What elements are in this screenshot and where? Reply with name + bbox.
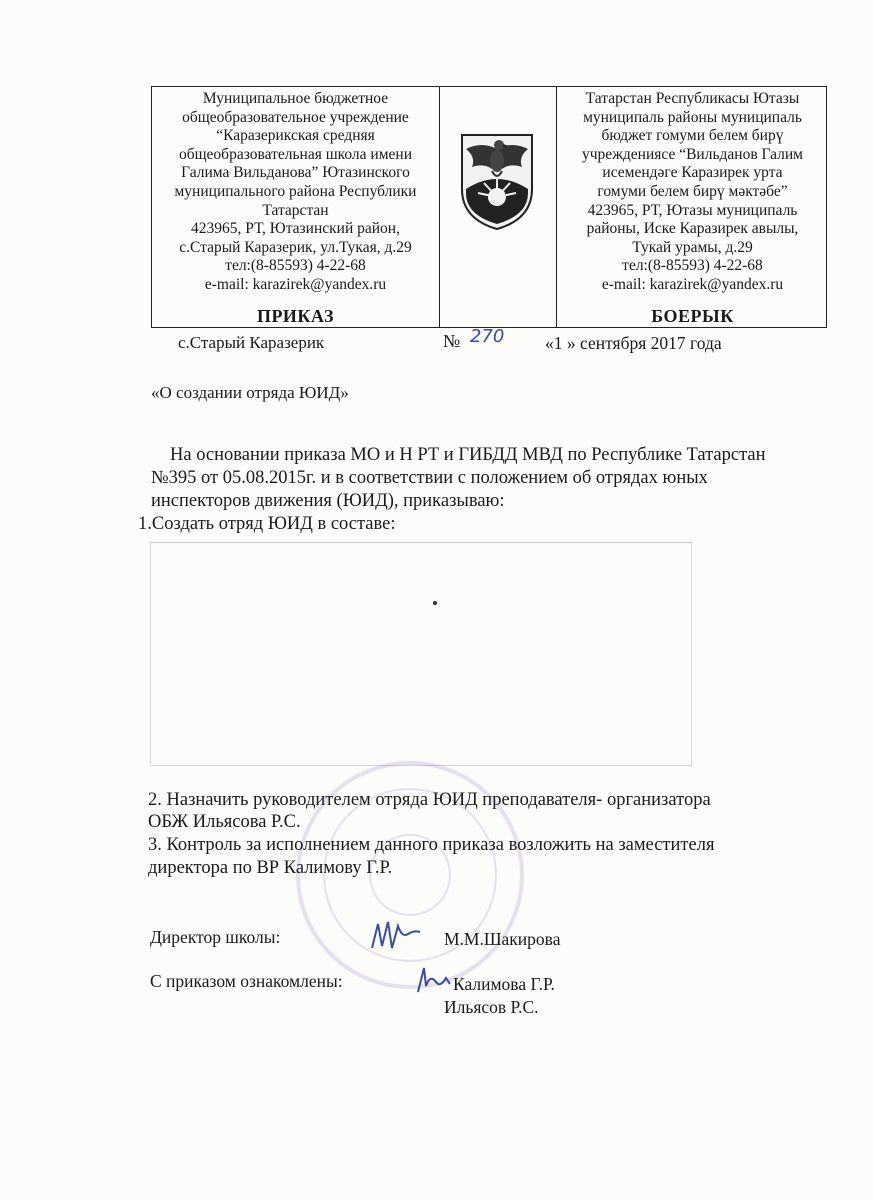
acknowledged-name: Ильясов Р.С. xyxy=(444,997,539,1017)
letterhead-line: 423965, РТ, Ютазинский район, xyxy=(191,220,400,238)
letterhead-line: Татарстан xyxy=(262,201,329,219)
order-place: с.Старый Каразерик xyxy=(178,333,325,352)
letterhead-line: бюджет гомуми белем бирү xyxy=(601,127,784,145)
letterhead-emblem-cell xyxy=(440,87,556,327)
order-number-label: № xyxy=(443,331,461,351)
item-3-line: 3. Контроль за исполнением данного приказа возложить на заместителя xyxy=(148,835,715,855)
letterhead-russian xyxy=(152,87,440,327)
director-name: М.М.Шакирова xyxy=(444,929,561,949)
basis-paragraph-line: инспекторов движения (ЮИД), приказываю: xyxy=(151,491,505,511)
letterhead-line: учреждениясе “Вильданов Галим xyxy=(582,145,803,163)
letterhead-line: муниципаль районы муниципаль xyxy=(583,108,802,126)
letterhead-line: районы, Иске Каразирек авылы, xyxy=(586,220,799,238)
letterhead-line: тел:(8-85593) 4-22-68 xyxy=(622,257,763,275)
letterhead-line: общеобразовательное учреждение xyxy=(182,108,409,126)
order-date: «1 » сентября 2017 года xyxy=(545,333,722,353)
letterhead-line: муниципального района Республики xyxy=(174,182,417,200)
letterhead-line: тел:(8-85593) 4-22-68 xyxy=(225,257,366,275)
director-label: Директор школы: xyxy=(150,927,281,947)
letterhead xyxy=(151,86,827,328)
acknowledged-label: С приказом ознакомлены: xyxy=(150,971,343,991)
redacted-member-list xyxy=(150,542,692,766)
item-1: 1.Создать отряд ЮИД в составе: xyxy=(138,514,396,534)
letterhead-line: исемендәге Каразирек урта xyxy=(602,164,783,182)
letterhead-line: Галима Вильданова” Ютазинского xyxy=(181,164,410,182)
letterhead-line: “Каразерикская средняя xyxy=(216,127,375,145)
item-2-line: ОБЖ Ильясова Р.С. xyxy=(148,812,301,832)
director-signature-icon xyxy=(368,918,424,956)
letterhead-line: e-mail: karazirek@yandex.ru xyxy=(204,275,387,293)
order-title-ru: ПРИКАЗ xyxy=(256,306,335,327)
letterhead-line: Татарстан Республикасы Ютазы xyxy=(585,90,800,107)
order-topic: «О создании отряда ЮИД» xyxy=(151,383,349,402)
letterhead-line: общеобразовательная школа имени xyxy=(178,145,412,163)
letterhead-tatar xyxy=(556,87,828,327)
basis-paragraph-line: На основании приказа МО и Н РТ и ГИБДД МВД по Республике Татарстан xyxy=(170,445,766,465)
letterhead-line: гомуми белем бирү мәктәбе” xyxy=(597,182,788,200)
acknowledgement-signature-icon xyxy=(414,964,454,998)
letterhead-line: e-mail: karazirek@yandex.ru xyxy=(601,275,784,293)
order-title-tt: БОЕРЫК xyxy=(651,306,734,327)
coat-of-arms-icon xyxy=(452,127,542,232)
acknowledged-name: Калимова Г.Р. xyxy=(453,974,555,994)
ink-speck xyxy=(433,601,437,605)
order-number: 270 xyxy=(470,326,505,347)
item-3-line: директора по ВР Калимову Г.Р. xyxy=(148,858,393,878)
item-2-line: 2. Назначить руководителем отряда ЮИД преподавателя- организатора xyxy=(148,790,711,810)
letterhead-line: Тукай урамы, д.29 xyxy=(632,238,753,256)
letterhead-line: 423965, РТ, Ютазы муниципаль xyxy=(587,201,798,219)
basis-paragraph-line: №395 от 05.08.2015г. и в соответствии с положением об отрядах юных xyxy=(151,468,708,488)
letterhead-line: с.Старый Каразерик, ул.Тукая, д.29 xyxy=(179,238,412,256)
letterhead-line: Муниципальное бюджетное xyxy=(202,90,389,107)
